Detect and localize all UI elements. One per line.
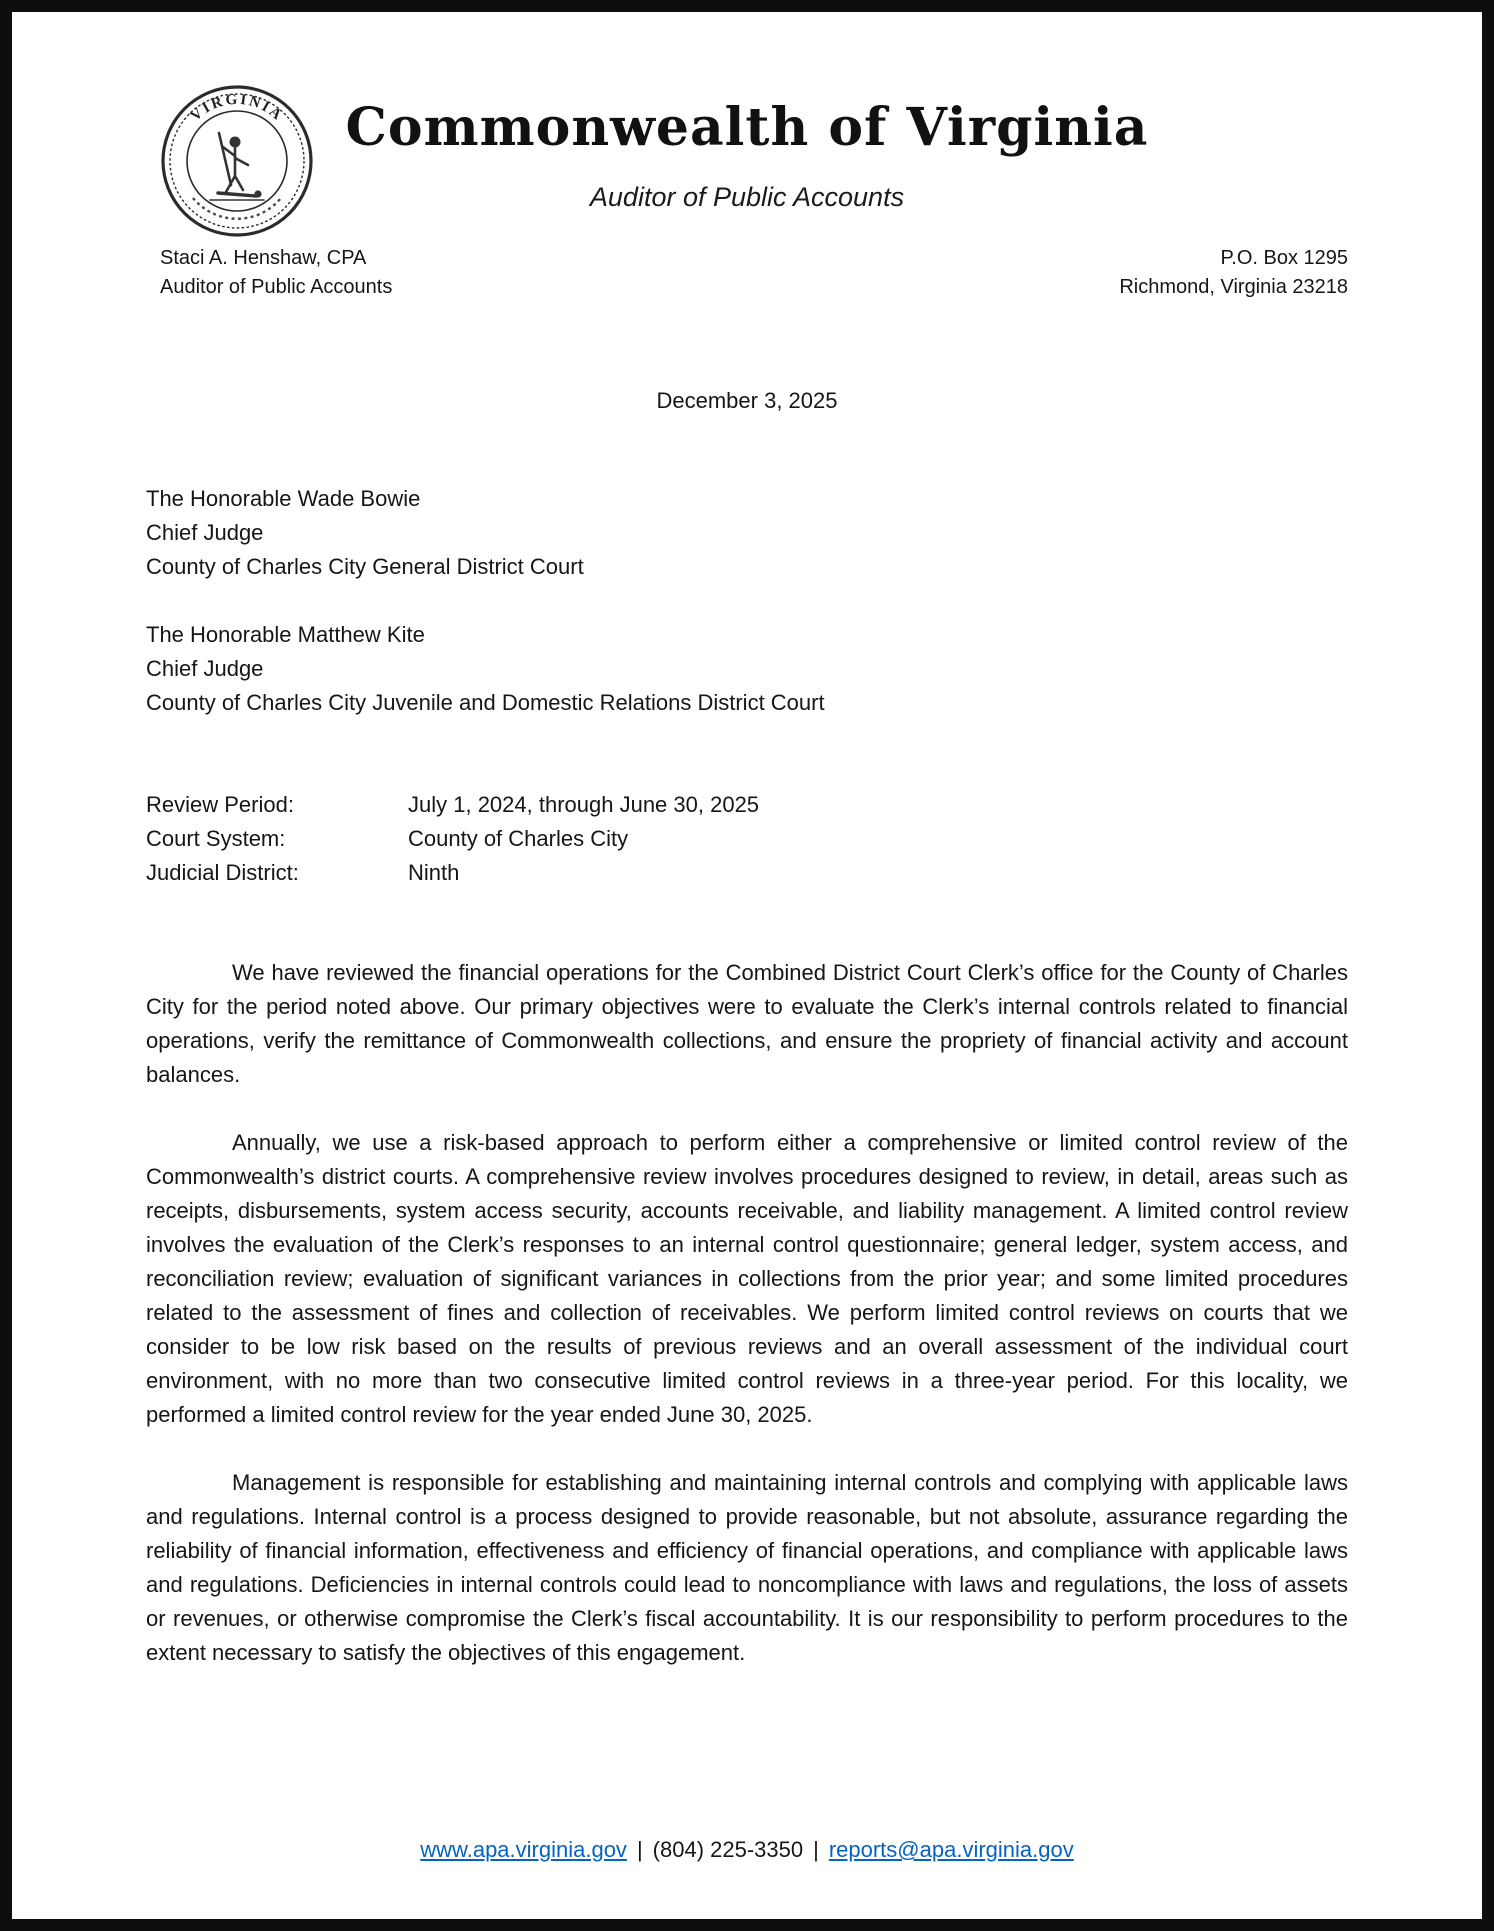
letter-content xyxy=(12,12,1482,1919)
review-period-row xyxy=(146,788,1348,822)
phone-number: (804) 225-3350 xyxy=(652,1837,804,1862)
auditor-name: Staci A. Henshaw, CPA xyxy=(160,247,367,269)
office-address-block xyxy=(1119,244,1348,302)
court-system-value: County of Charles City xyxy=(408,826,629,851)
letterhead-contact-row xyxy=(146,244,1348,302)
letter-date: December 3, 2025 xyxy=(656,388,838,413)
addressee-title: Chief Judge xyxy=(146,520,264,545)
letterhead-subtitle: Auditor of Public Accounts xyxy=(589,182,905,212)
email-link[interactable]: reports@apa.virginia.gov xyxy=(828,1837,1074,1862)
city-state-line: Richmond, Virginia 23218 xyxy=(1119,276,1348,298)
addressee-name: The Honorable Wade Bowie xyxy=(146,486,421,511)
letterhead xyxy=(146,98,1348,214)
addressee-court: County of Charles City General District Court xyxy=(146,554,584,579)
letter-body xyxy=(146,956,1348,1670)
body-paragraph-2: Annually, we use a risk-based approach to perform either a comprehensive or limited control review of the Commonwealth’s district courts. A comprehensive review involves procedures designed to review, in detail, areas such as receipts, disbursements, system access security, accounts receivable, and liability management. A limited control review involves the evaluation of the Clerk’s responses to an internal control questionnaire; general ledger, system access, and reconciliation review; evaluation of significant variances in collections from the prior year; and some limited procedures related to the assessment of fines and collection of receivables. We perform limited control reviews on courts that we consider to be low risk based on the results of previous reviews and an overall assessment of the individual court environment, with no more than two consecutive limited control reviews in a three-year period. For this locality, we performed a limited control review for the year ended June 30, 2025. xyxy=(146,1130,1348,1427)
judicial-district-value: Ninth xyxy=(408,860,460,885)
judicial-district-label: Judicial District: xyxy=(146,860,299,885)
seal-text: VIRGINIA xyxy=(187,91,287,125)
review-period-label: Review Period: xyxy=(146,792,294,817)
review-period-value: July 1, 2024, through June 30, 2025 xyxy=(408,792,760,817)
addressee-title: Chief Judge xyxy=(146,656,264,681)
footer-separator: | xyxy=(813,1837,819,1862)
footer-separator: | xyxy=(636,1837,643,1862)
review-info-block xyxy=(146,788,1348,890)
court-system-row xyxy=(146,822,1348,856)
addressee-court: County of Charles City Juvenile and Domestic Relations District Court xyxy=(146,690,825,715)
body-paragraph-3: Management is responsible for establishing and maintaining internal controls and complying with applicable laws and regulations. Internal control is a process designed to provide reasonable, but not absolute, assurance regarding the reliability of financial information, effectiveness and efficiency of financial operations, and compliance with applicable laws and regulations. Deficiencies in internal controls could lead to noncompliance with laws and regulations, the loss of assets or revenues, or otherwise compromise the Clerk’s fiscal accountability. It is our responsibility to perform procedures to the extent necessary to satisfy the objectives of this engagement. xyxy=(146,1470,1348,1665)
website-link[interactable]: www.apa.virginia.gov xyxy=(420,1837,627,1862)
auditor-identity-block xyxy=(146,244,392,302)
addressee-block-1 xyxy=(146,482,1348,584)
judicial-district-row xyxy=(146,856,1348,890)
po-box-line: P.O. Box 1295 xyxy=(1220,247,1348,269)
auditor-title: Auditor of Public Accounts xyxy=(160,276,393,298)
letterhead-title: Commonwealth of Virginia xyxy=(345,97,1149,158)
letter-footer xyxy=(12,1835,1482,1865)
addressee-name: The Honorable Matthew Kite xyxy=(146,622,425,647)
body-paragraph-1: We have reviewed the financial operations for the Combined District Court Clerk’s office for the County of Charles City for the period noted above. Our primary objectives were to evaluate the Clerk’s internal controls related to financial operations, verify the remittance of Commonwealth collections, and ensure the propriety of financial activity and account balances. xyxy=(146,960,1348,1087)
court-system-label: Court System: xyxy=(146,826,286,851)
addressee-block-2 xyxy=(146,618,1348,720)
